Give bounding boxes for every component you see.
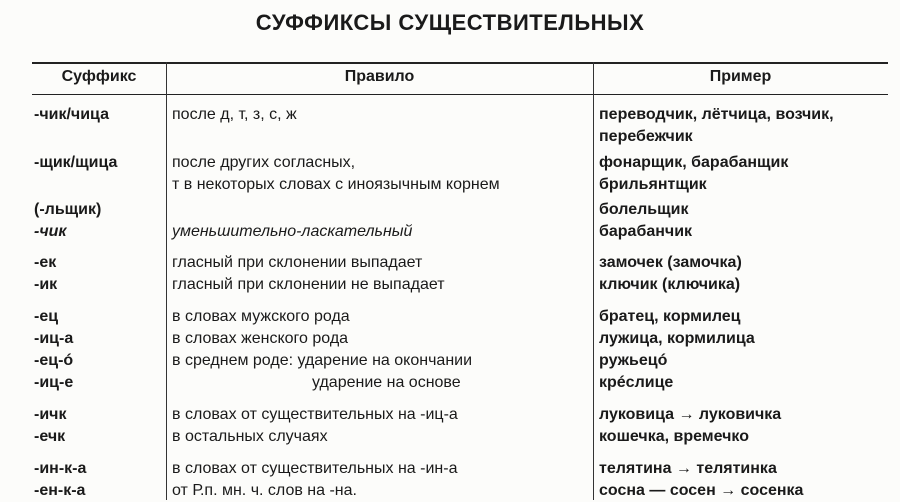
rule-cell: в словах от существительных на -иц-а в остальных случаях (172, 406, 458, 445)
example-cell: барабанчик (599, 223, 693, 240)
column-divider-2 (593, 62, 594, 500)
table-top-border (32, 62, 888, 64)
rule-cell: в словах мужского рода в словах женского рода в среднем роде: ударение на окончании ударение на основе (172, 308, 473, 391)
rule-cell: в словах от существительных на -ин-а от Р.п. мн. ч. слов на -на. (172, 460, 458, 499)
rule-cell: после других согласных, т в некоторых словах с иноязычным корнем (172, 154, 500, 193)
suffix-cell: -ец -иц-а -ец-ó -иц-е (34, 308, 74, 391)
suffix-cell: -чик/чица (34, 106, 109, 123)
example-cell: замочек (замочка) ключик (ключика) (599, 254, 742, 293)
example-cell: братец, кормилец лужица, кормилица ружьецó крéслице (599, 308, 755, 391)
suffix-cell: -ин-к-а -ен-к-а (34, 460, 87, 499)
header-bottom-border (32, 94, 888, 95)
column-divider-1 (166, 62, 167, 500)
example-cell: переводчик, лётчица, возчик, перебежчик (599, 106, 834, 145)
suffix-table (32, 62, 888, 500)
page-title: СУФФИКСЫ СУЩЕСТВИТЕЛЬНЫХ (255, 10, 645, 35)
rule-cell: после д, т, з, с, ж (172, 106, 297, 123)
suffix-cell: -щик/щица (34, 154, 118, 171)
header-rule: Правило (344, 68, 415, 85)
header-example: Пример (709, 68, 772, 85)
header-suffix: Суффикс (61, 68, 137, 85)
example-cell: луковица → луковичка кошечка, времечко (599, 406, 782, 445)
example-cell: болельщик (599, 201, 689, 218)
suffix-cell: -чик (34, 223, 67, 240)
example-cell: телятина → телятинка сосна — сосен → сосенка (599, 460, 804, 499)
suffix-cell: -ичк -ечк (34, 406, 67, 445)
rule-cell: гласный при склонении выпадает гласный при склонении не выпадает (172, 254, 445, 293)
example-cell: фонарщик, барабанщик брильянтщик (599, 154, 789, 193)
suffix-cell: (-льщик) (34, 201, 102, 218)
suffix-cell: -ек -ик (34, 254, 58, 293)
rule-cell: уменьшительно-ласкательный (172, 223, 413, 240)
